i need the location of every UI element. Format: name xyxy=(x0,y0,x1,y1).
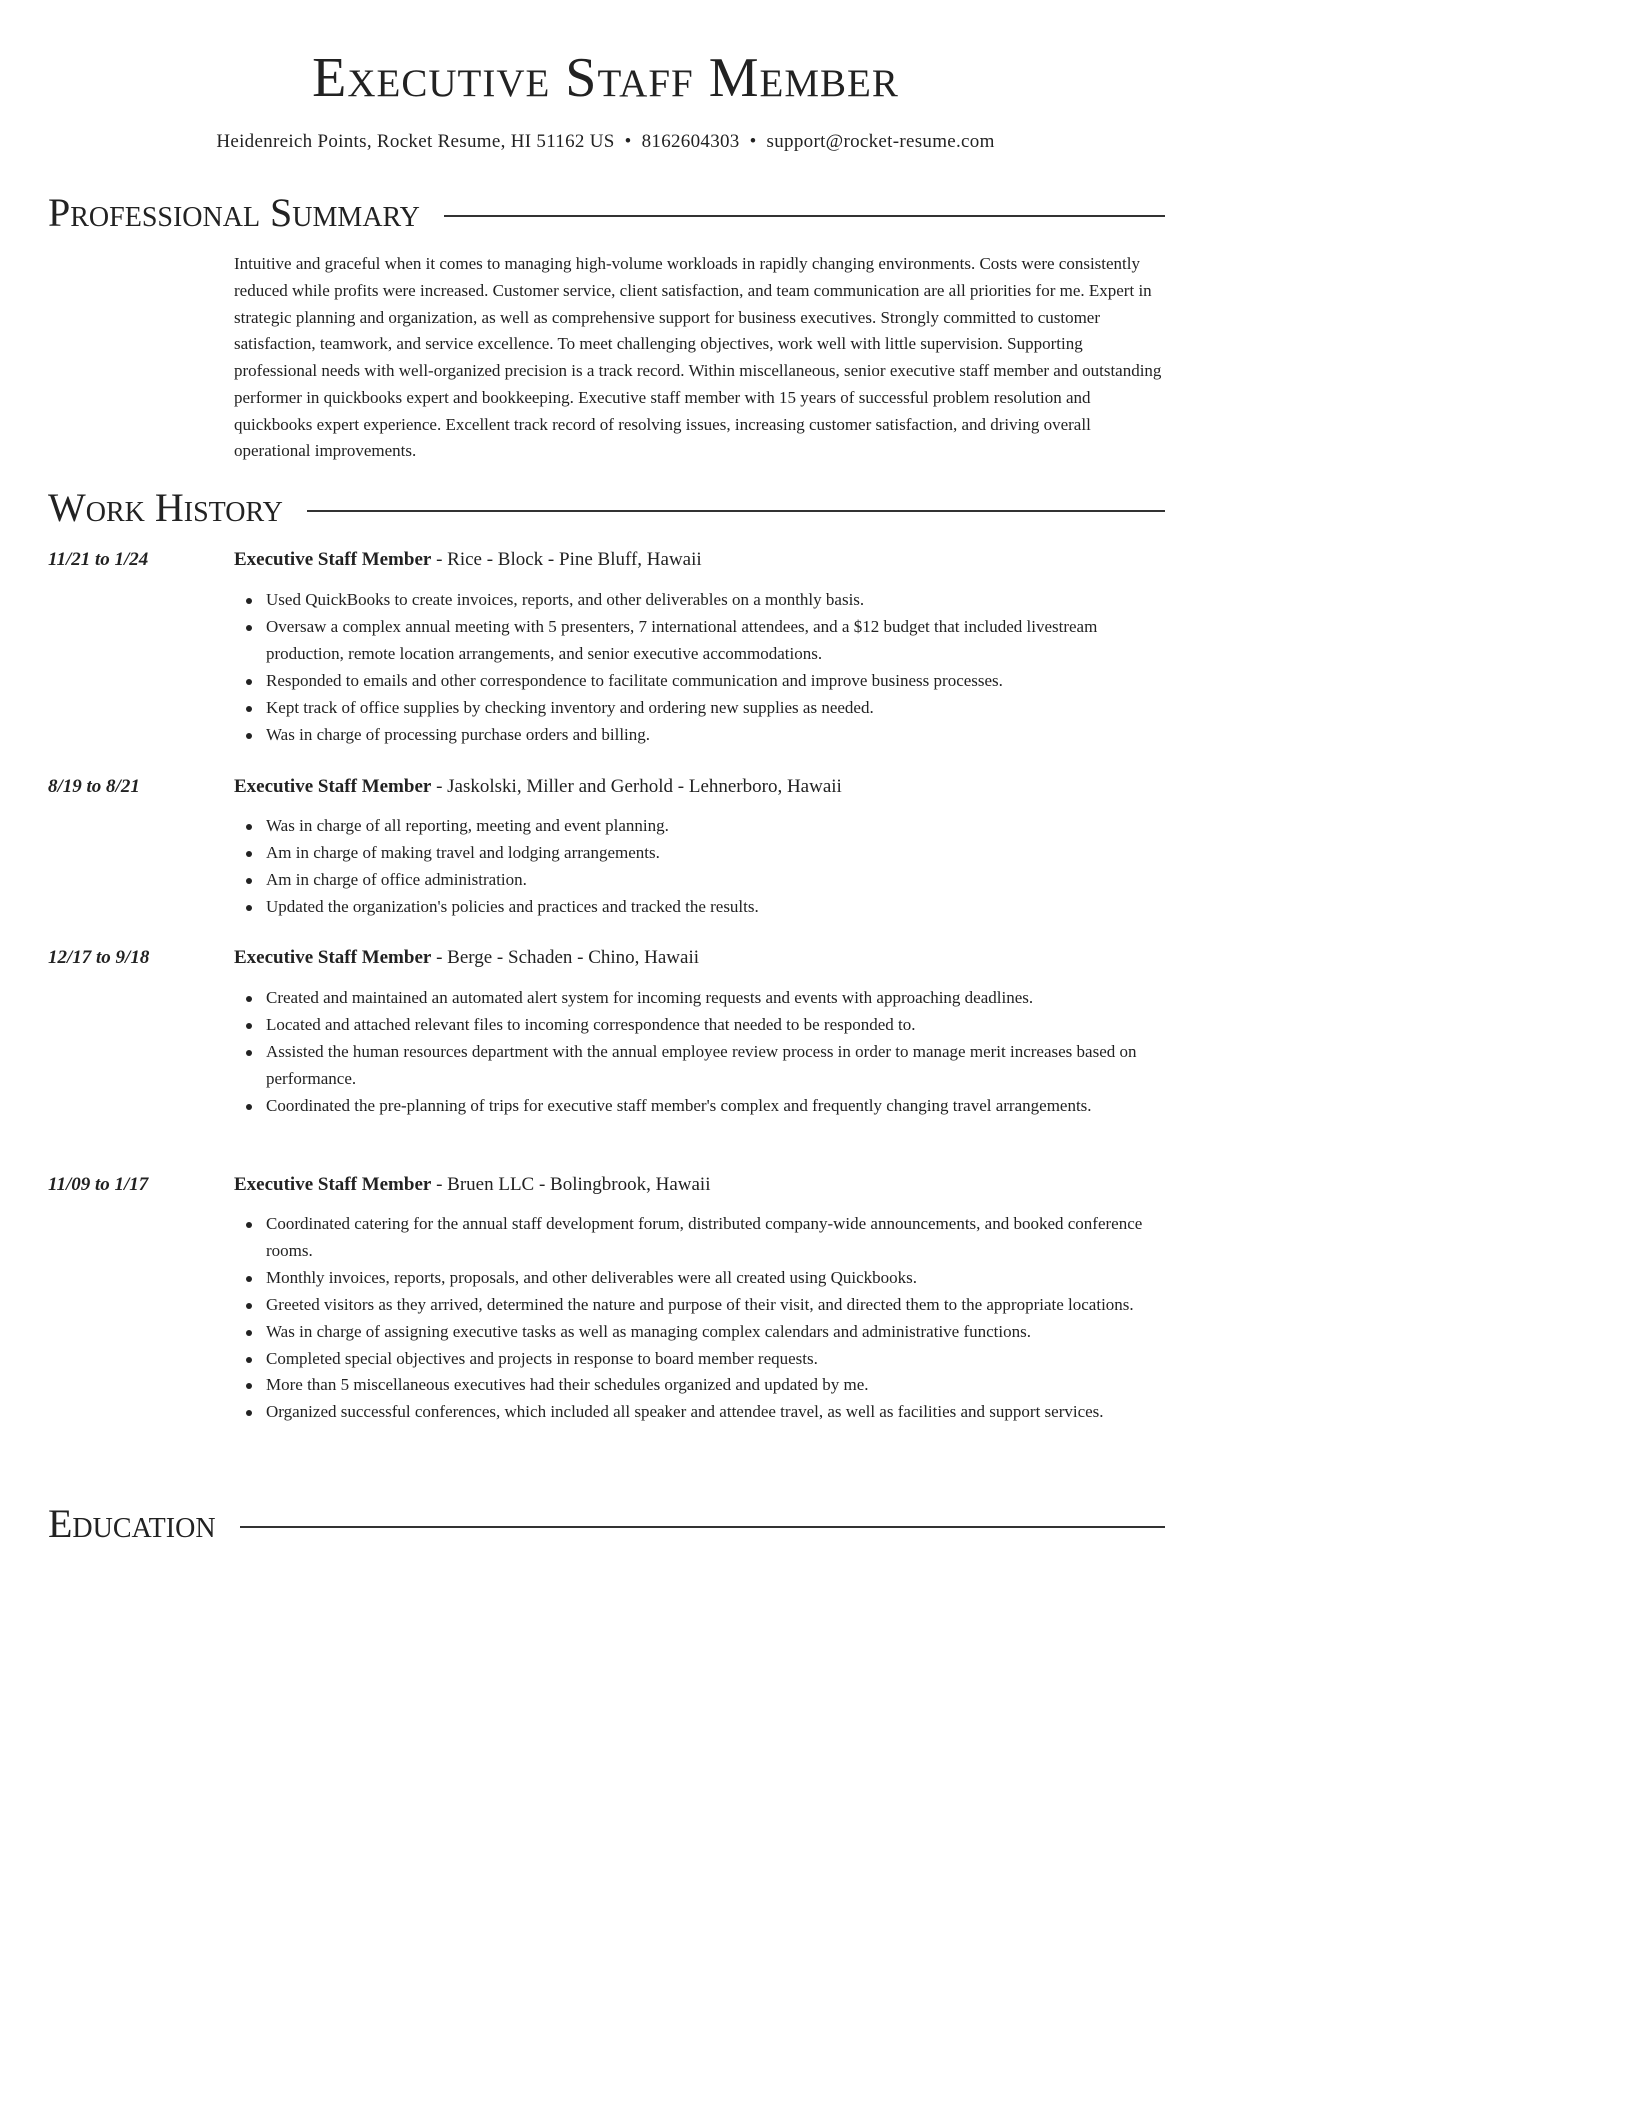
section-header-work-history xyxy=(48,484,1165,532)
job-bullet: Was in charge of assigning executive tasks as well as managing complex calendars and administrative functions. xyxy=(234,1319,1164,1346)
contact-line xyxy=(0,130,1211,154)
section-title-education: Education xyxy=(48,1501,216,1546)
job-bullet: Monthly invoices, reports, proposals, and other deliverables were all created using Quickbooks. xyxy=(234,1265,1164,1292)
section-title-summary: Professional Summary xyxy=(48,190,420,235)
job-bullet: Am in charge of office administration. xyxy=(234,867,1164,894)
section-divider xyxy=(240,1526,1165,1528)
job-dates: 8/19 to 8/21 xyxy=(48,776,140,797)
job-bullets xyxy=(234,587,1164,748)
job-heading xyxy=(234,945,1164,971)
job-title: Executive Staff Member xyxy=(234,947,432,968)
job-bullet: Responded to emails and other correspondence to facilitate communication and improve business processes. xyxy=(234,668,1164,695)
summary-text: Intuitive and graceful when it comes to managing high-volume workloads in rapidly changing environments. Costs were consistently reduced while profits were increased. Customer service, client satisfaction, and team communication are all priorities for me. Expert in strategic planning and organization, as well as comprehensive support for business executives. Strongly committed to customer satisfaction, teamwork, and service excellence. To meet challenging objectives, work well with little supervision. Supporting professional needs with well-organized precision is a track record. Within miscellaneous, senior executive staff member and outstanding performer in quickbooks expert and bookkeeping. Executive staff member with 15 years of successful problem resolution and quickbooks expert experience. Excellent track record of resolving issues, increasing customer satisfaction, and driving overall operational improvements. xyxy=(234,254,1162,461)
job-heading xyxy=(234,774,1164,800)
job-bullet: Greeted visitors as they arrived, determined the nature and purpose of their visit, and directed them to the appropriate locations. xyxy=(234,1292,1164,1319)
job-title: Executive Staff Member xyxy=(234,1174,432,1195)
job-bullet: Oversaw a complex annual meeting with 5 presenters, 7 international attendees, and a $12 budget that included livestream production, remote location arrangements, and senior executive accommodations. xyxy=(234,614,1164,668)
job-bullet: Coordinated catering for the annual staff development forum, distributed company-wide announcements, and booked conference rooms. xyxy=(234,1211,1164,1265)
contact-separator: • xyxy=(624,131,632,152)
job-bullet: Completed special objectives and projects in response to board member requests. xyxy=(234,1346,1164,1373)
contact-address: Heidenreich Points, Rocket Resume, HI 51162 US xyxy=(216,131,615,152)
contact-email[interactable]: support@rocket-resume.com xyxy=(766,131,995,152)
job-title: Executive Staff Member xyxy=(234,549,432,570)
job-heading xyxy=(234,547,1164,573)
job-bullet: Assisted the human resources department with the annual employee review process in order to manage merit increases based on performance. xyxy=(234,1039,1164,1093)
job-bullet: Updated the organization's policies and practices and tracked the results. xyxy=(234,894,1164,921)
job-bullet: Was in charge of all reporting, meeting and event planning. xyxy=(234,813,1164,840)
job-bullet: More than 5 miscellaneous executives had their schedules organized and updated by me. xyxy=(234,1372,1164,1399)
job-bullets xyxy=(234,1211,1164,1426)
job-bullet: Am in charge of making travel and lodging arrangements. xyxy=(234,840,1164,867)
job-company: - Jaskolski, Miller and Gerhold - Lehnerboro, Hawaii xyxy=(431,776,842,797)
section-divider xyxy=(307,510,1165,512)
job-company: - Rice - Block - Pine Bluff, Hawaii xyxy=(431,549,702,570)
job-bullet: Kept track of office supplies by checking inventory and ordering new supplies as needed. xyxy=(234,695,1164,722)
job-bullets xyxy=(234,813,1164,921)
job-dates: 11/21 to 1/24 xyxy=(48,549,149,570)
job-title: Executive Staff Member xyxy=(234,776,432,797)
job-company: - Berge - Schaden - Chino, Hawaii xyxy=(431,947,700,968)
job-bullet: Was in charge of processing purchase orders and billing. xyxy=(234,722,1164,749)
contact-phone: 8162604303 xyxy=(641,131,740,152)
section-header-summary xyxy=(48,189,1165,237)
job-bullet: Organized successful conferences, which included all speaker and attendee travel, as well as facilities and support services. xyxy=(234,1399,1164,1426)
job-bullet: Created and maintained an automated alert system for incoming requests and events with approaching deadlines. xyxy=(234,985,1164,1012)
job-bullet: Used QuickBooks to create invoices, reports, and other deliverables on a monthly basis. xyxy=(234,587,1164,614)
job-company: - Bruen LLC - Bolingbrook, Hawaii xyxy=(431,1174,711,1195)
job-heading xyxy=(234,1172,1164,1198)
job-dates: 12/17 to 9/18 xyxy=(48,947,150,968)
contact-separator: • xyxy=(749,131,757,152)
job-bullet: Coordinated the pre-planning of trips for executive staff member's complex and frequently changing travel arrangements. xyxy=(234,1093,1164,1120)
job-dates: 11/09 to 1/17 xyxy=(48,1174,149,1195)
section-divider xyxy=(444,215,1165,217)
section-title-work-history: Work History xyxy=(48,485,283,530)
job-bullet: Located and attached relevant files to incoming correspondence that needed to be responded to. xyxy=(234,1012,1164,1039)
candidate-name: Executive Staff Member xyxy=(312,47,899,109)
job-bullets xyxy=(234,985,1164,1120)
section-header-education xyxy=(48,1500,1165,1548)
